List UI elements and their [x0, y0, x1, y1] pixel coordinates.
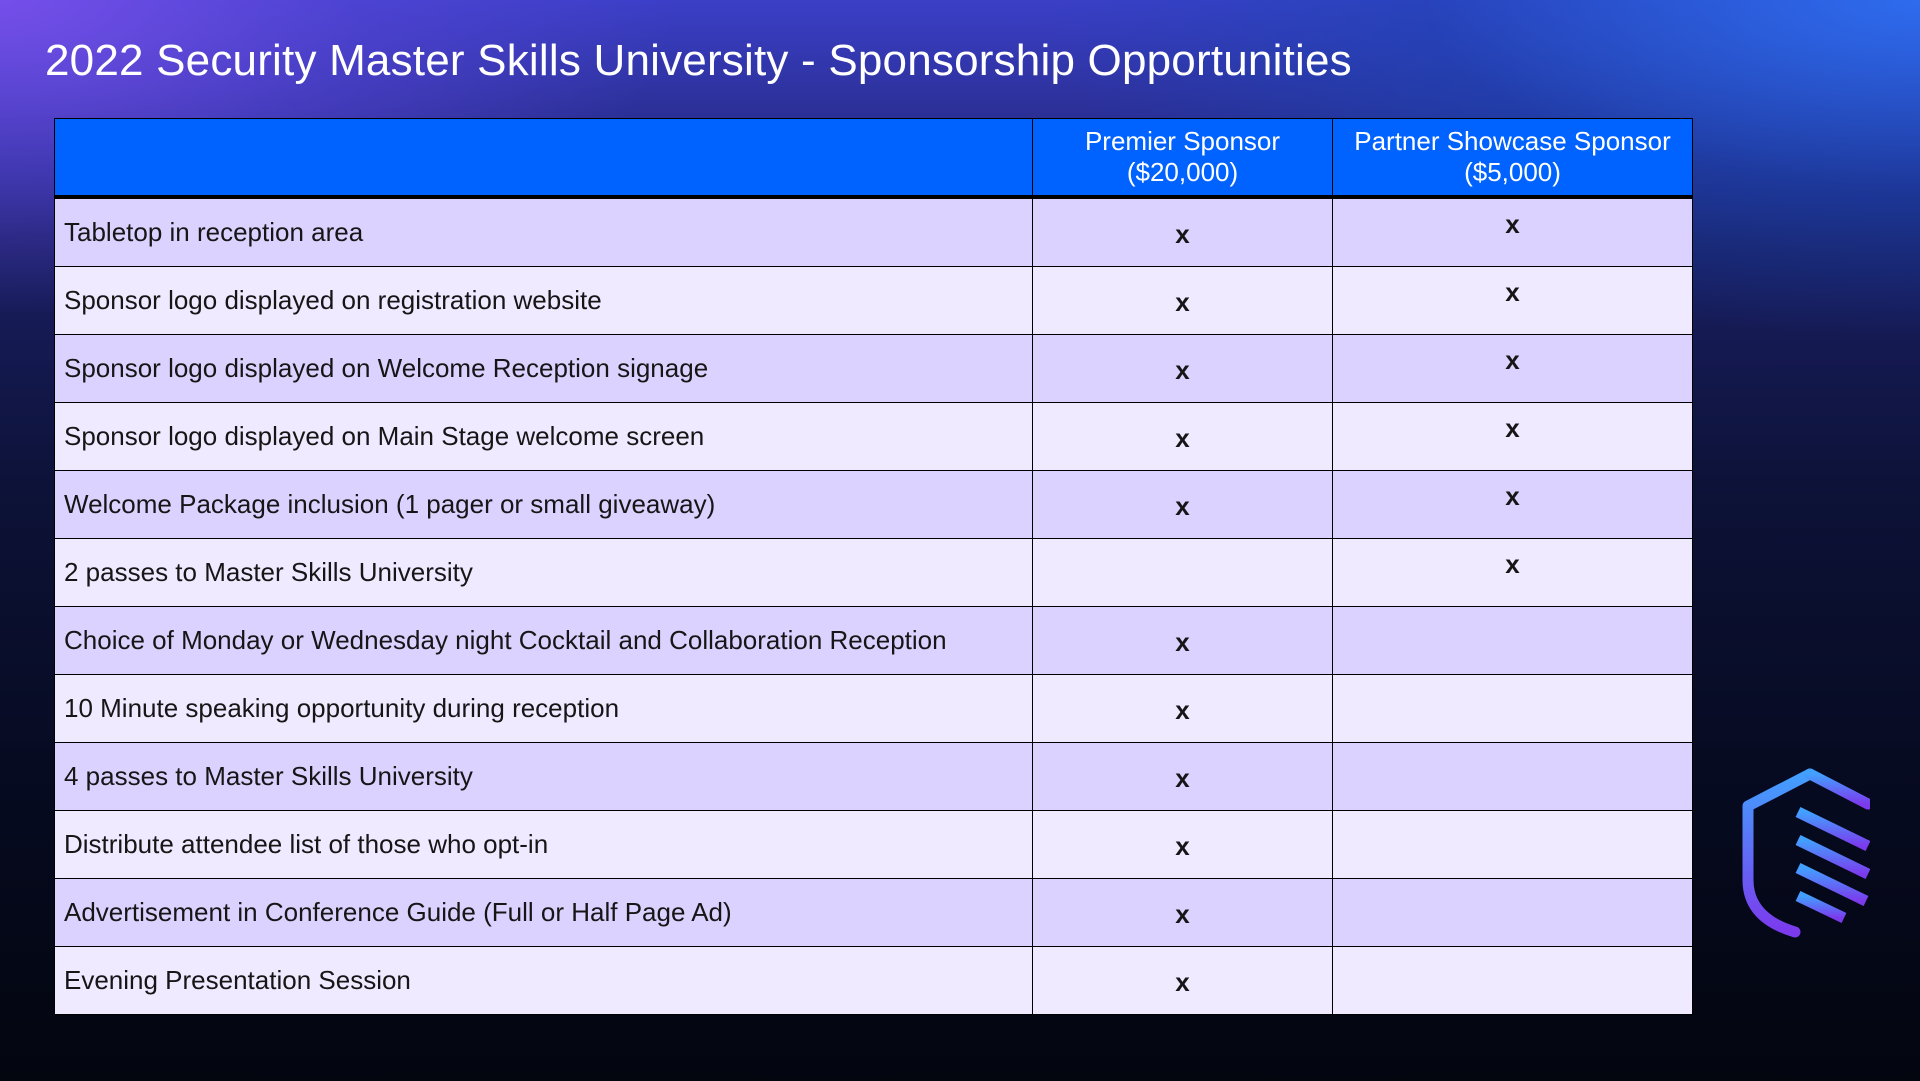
partner-showcase-cell [1333, 335, 1693, 403]
premier-included-mark: x [1175, 627, 1190, 657]
table-row [55, 335, 1693, 403]
table-row [55, 197, 1693, 267]
partner-showcase-cell [1333, 267, 1693, 335]
partner-included-mark: x [1505, 413, 1520, 443]
premier-sponsor-cell [1033, 197, 1333, 267]
table-row [55, 811, 1693, 879]
header-premier-sponsor [1033, 119, 1333, 198]
header-benefit [55, 119, 1033, 198]
premier-sponsor-cell [1033, 607, 1333, 675]
premier-sponsor-cell [1033, 335, 1333, 403]
benefit-cell: Sponsor logo displayed on Main Stage welcome screen [55, 403, 1033, 471]
table-body [55, 197, 1693, 1015]
premier-included-mark: x [1175, 763, 1190, 793]
partner-showcase-cell [1333, 811, 1693, 879]
table-row [55, 471, 1693, 539]
partner-included-mark: x [1505, 209, 1520, 239]
premier-included-mark: x [1175, 695, 1190, 725]
shield-logo-icon [1740, 768, 1870, 938]
benefit-cell: 10 Minute speaking opportunity during reception [55, 675, 1033, 743]
benefit-cell: Sponsor logo displayed on Welcome Reception signage [55, 335, 1033, 403]
partner-showcase-cell [1333, 403, 1693, 471]
table-row [55, 607, 1693, 675]
benefit-cell: 4 passes to Master Skills University [55, 743, 1033, 811]
premier-included-mark: x [1175, 899, 1190, 929]
partner-included-mark: x [1505, 481, 1520, 511]
partner-showcase-cell [1333, 675, 1693, 743]
partner-showcase-cell [1333, 539, 1693, 607]
table-row [55, 403, 1693, 471]
partner-included-mark: x [1505, 549, 1520, 579]
partner-showcase-cell [1333, 471, 1693, 539]
table-row [55, 879, 1693, 947]
partner-showcase-cell [1333, 197, 1693, 267]
benefit-cell: Sponsor logo displayed on registration website [55, 267, 1033, 335]
table-header-row [55, 119, 1693, 198]
benefit-cell: 2 passes to Master Skills University [55, 539, 1033, 607]
partner-showcase-cell [1333, 879, 1693, 947]
table-row [55, 947, 1693, 1015]
benefit-cell: Choice of Monday or Wednesday night Cocktail and Collaboration Reception [55, 607, 1033, 675]
premier-included-mark: x [1175, 219, 1190, 249]
sponsorship-table [54, 118, 1693, 1015]
header-partner-label: Partner Showcase Sponsor [1354, 126, 1671, 156]
header-partner-showcase-sponsor [1333, 119, 1693, 198]
premier-sponsor-cell [1033, 947, 1333, 1015]
header-partner-price: ($5,000) [1464, 157, 1561, 187]
premier-sponsor-cell [1033, 539, 1333, 607]
partner-showcase-cell [1333, 607, 1693, 675]
premier-sponsor-cell [1033, 267, 1333, 335]
benefit-cell: Advertisement in Conference Guide (Full or Half Page Ad) [55, 879, 1033, 947]
sponsorship-table-container [54, 118, 1692, 1015]
premier-sponsor-cell [1033, 675, 1333, 743]
table-row [55, 539, 1693, 607]
table-row [55, 743, 1693, 811]
benefit-cell: Evening Presentation Session [55, 947, 1033, 1015]
premier-included-mark: x [1175, 423, 1190, 453]
table-row [55, 267, 1693, 335]
slide-title: 2022 Security Master Skills University - Sponsorship Opportunities [45, 36, 1352, 85]
partner-showcase-cell [1333, 743, 1693, 811]
partner-showcase-cell [1333, 947, 1693, 1015]
premier-included-mark: x [1175, 831, 1190, 861]
benefit-cell: Tabletop in reception area [55, 197, 1033, 267]
premier-sponsor-cell [1033, 403, 1333, 471]
benefit-cell: Distribute attendee list of those who opt-in [55, 811, 1033, 879]
header-premier-label: Premier Sponsor [1084, 126, 1281, 156]
premier-included-mark: x [1175, 491, 1190, 521]
premier-included-mark: x [1175, 287, 1190, 317]
premier-included-mark: x [1175, 967, 1190, 997]
partner-included-mark: x [1505, 345, 1520, 375]
partner-included-mark: x [1505, 277, 1520, 307]
benefit-cell: Welcome Package inclusion (1 pager or small giveaway) [55, 471, 1033, 539]
premier-sponsor-cell [1033, 743, 1333, 811]
premier-sponsor-cell [1033, 879, 1333, 947]
premier-sponsor-cell [1033, 811, 1333, 879]
premier-sponsor-cell [1033, 471, 1333, 539]
premier-included-mark: x [1175, 355, 1190, 385]
table-row [55, 675, 1693, 743]
header-premier-price: ($20,000) [1126, 157, 1239, 187]
